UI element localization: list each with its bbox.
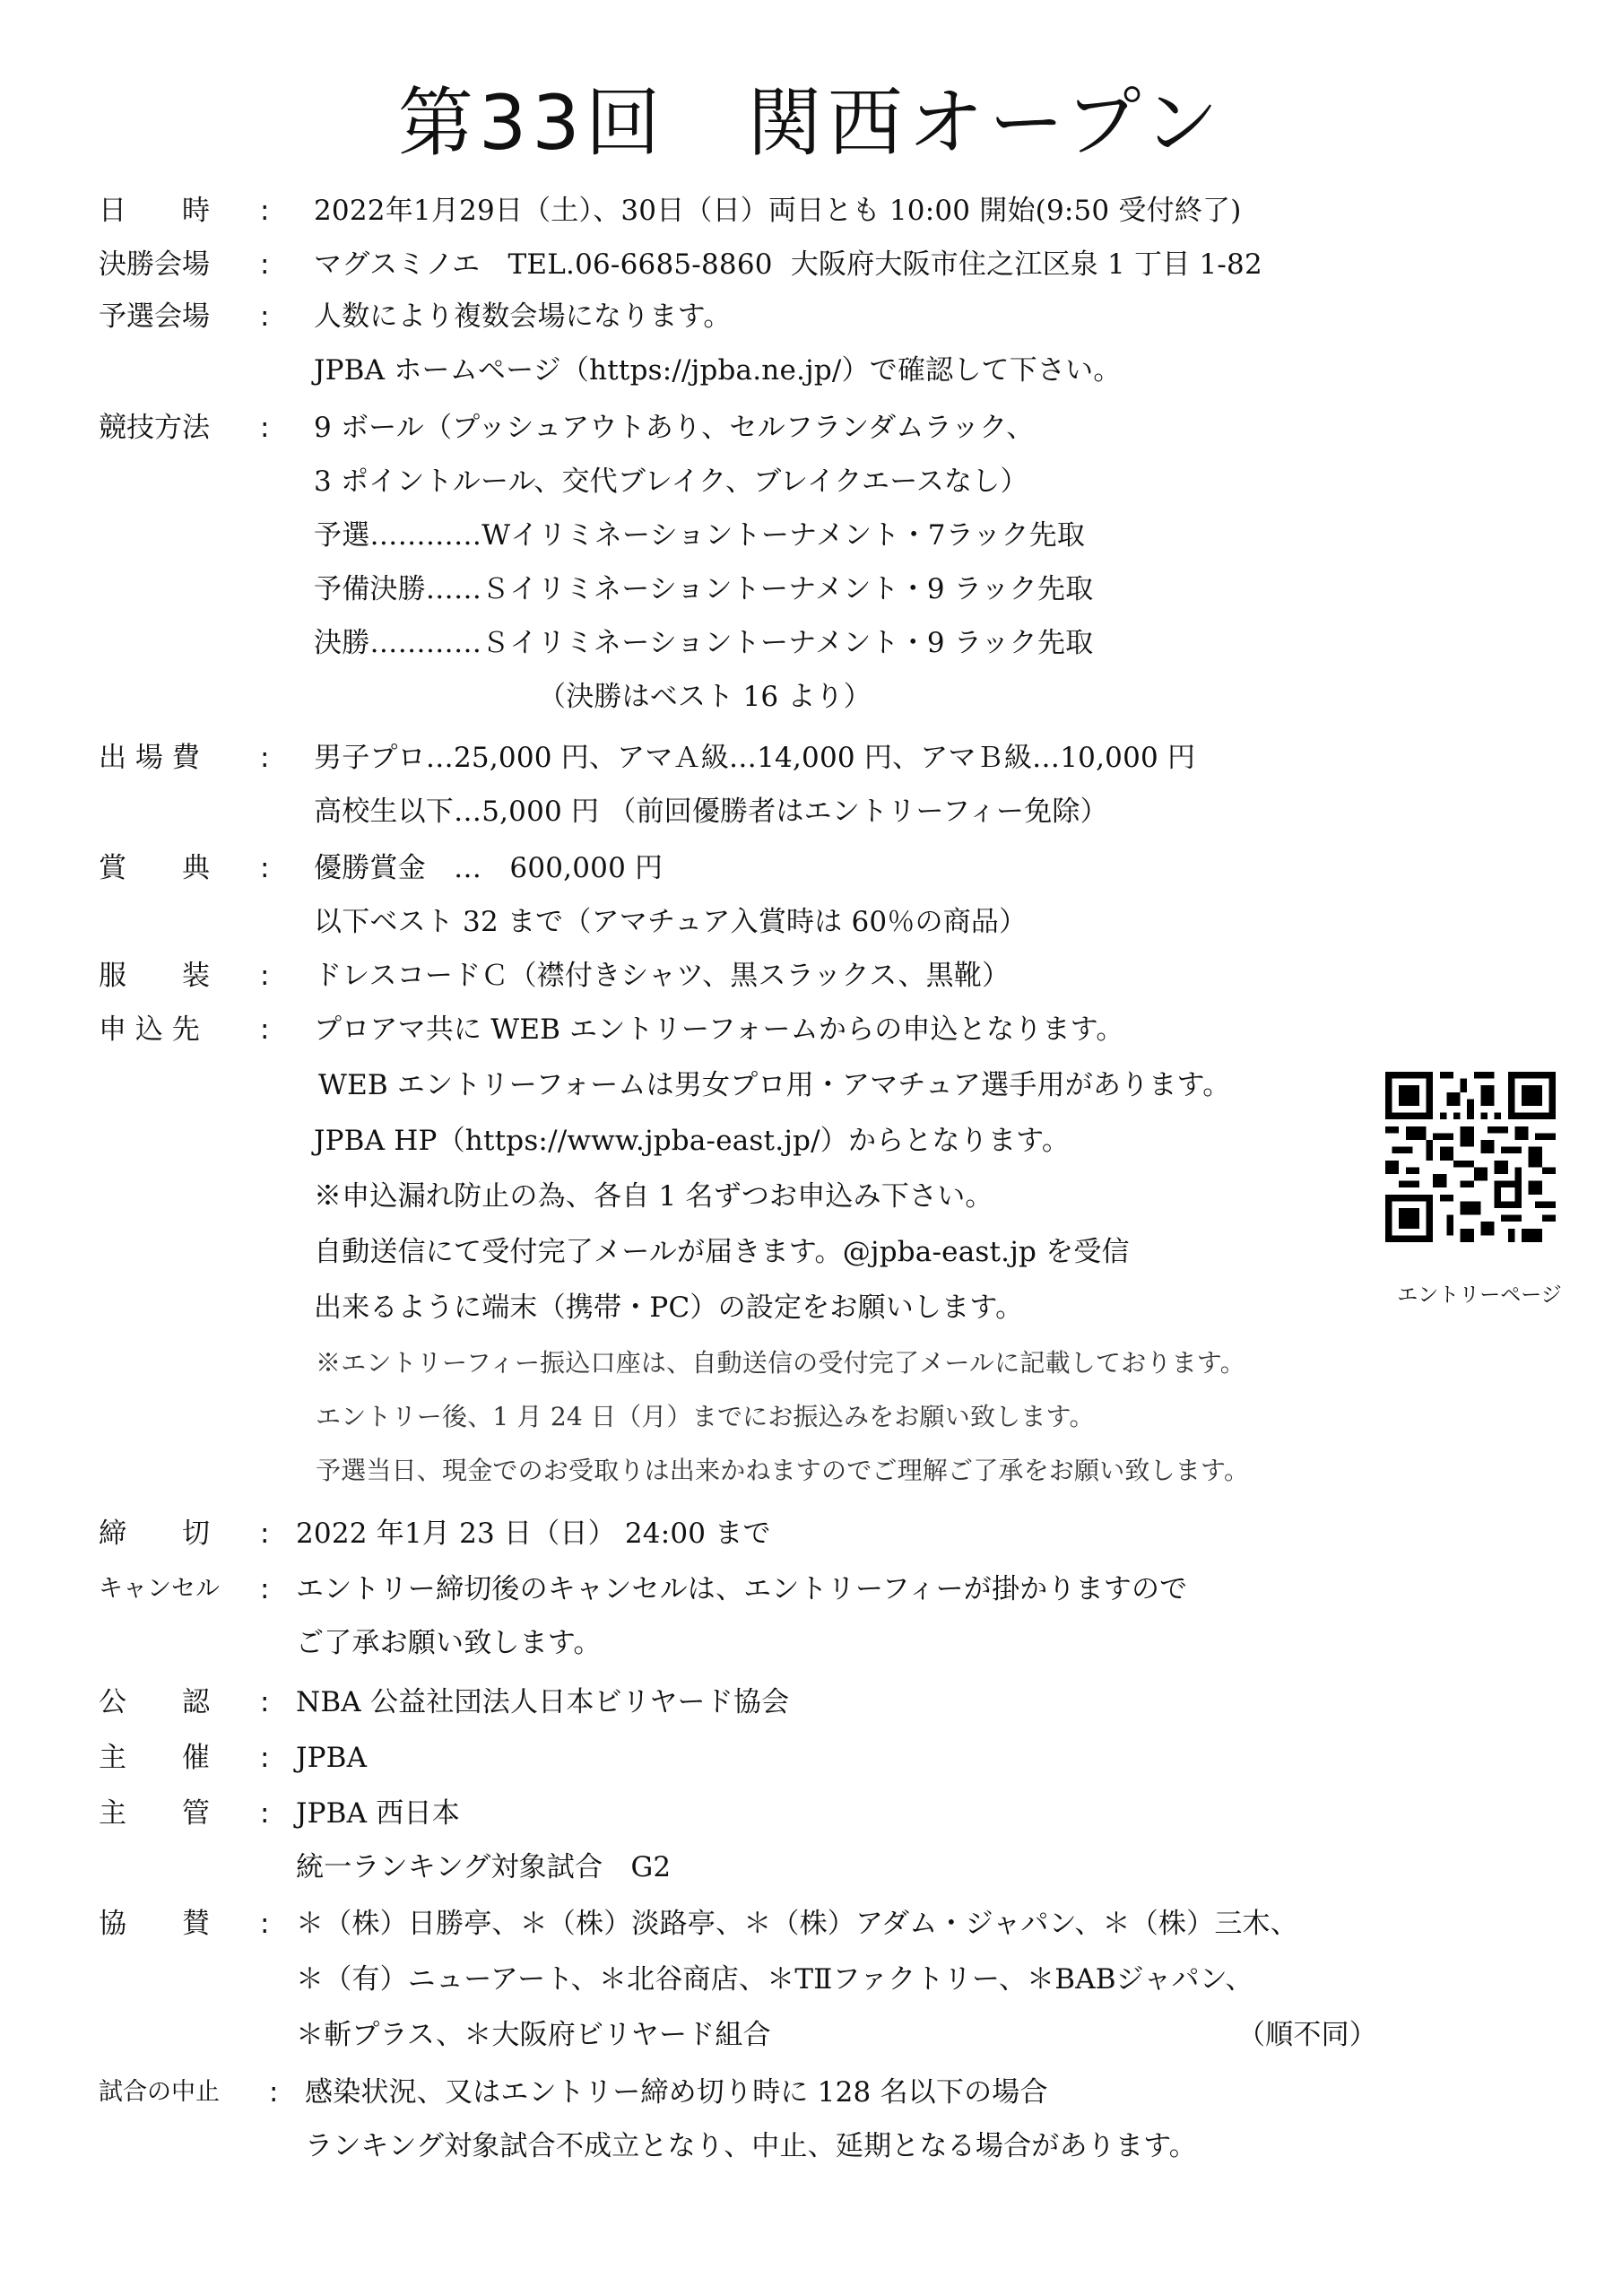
apply-text-2: WEB エントリーフォームは男女プロ用・アマチュア選手用があります。 [318,1069,1231,1101]
colon: : [260,300,270,333]
manage-text-1: JPBA 西日本 [296,1797,460,1830]
sponsor-text-1: ＊（株）日勝亭、＊（株）淡路亭、＊（株）アダム・ジャパン、＊（株）三木、 [296,1908,1298,1940]
qr-caption: エントリーページ [1397,1283,1562,1307]
approval-text: NBA 公益社団法人日本ビリヤード協会 [296,1686,790,1718]
qr-code-icon[interactable] [1385,1072,1556,1242]
prize-text-1: 優勝賞金 … 600,000 円 [314,852,664,884]
cancel-text-1: エントリー締切後のキャンセルは、エントリーフィーが掛かりますので [296,1573,1188,1605]
fee-text-2: 高校生以下…5,000 円 （前回優勝者はエントリーフィー免除） [314,796,1108,828]
colon: : [260,1518,270,1550]
apply-text-4: ※申込漏れ防止の為、各自 1 名ずつお申込み下さい。 [314,1180,993,1213]
label-method: 競技方法 [99,412,210,444]
colon: : [260,1797,270,1830]
colon: : [260,1573,270,1605]
method-text-6: （決勝はベスト 16 より） [538,681,872,713]
cancel-text-2: ご了承お願い致します。 [296,1627,602,1659]
method-text-1: 9 ボール（プッシュアウトあり、セルフランダムラック、 [314,412,1035,444]
method-text-5: 決勝…………Ｓイリミネーショントーナメント・9 ラック先取 [314,627,1094,659]
label-apply: 申 込 先 [99,1013,200,1046]
label-prize: 賞 典 [99,852,210,884]
colon: : [260,1686,270,1718]
apply-text-1: プロアマ共に WEB エントリーフォームからの申込となります。 [314,1013,1124,1046]
label-fee: 出 場 費 [99,742,200,774]
entry-note-1: ※エントリーフィー振込口座は、自動送信の受付完了メールに記載しております。 [316,1348,1245,1378]
label-deadline: 締 切 [99,1518,210,1550]
colon: : [260,852,270,884]
colon: : [260,1013,270,1046]
suspend-text-2: ランキング対象試合不成立となり、中止、延期となる場合があります。 [305,2130,1197,2162]
colon: : [260,195,270,227]
label-approval: 公 認 [99,1686,210,1718]
sponsor-order-note: （順不同） [1237,2019,1377,2051]
label-sponsor: 協 賛 [99,1908,210,1940]
label-host: 主 催 [99,1742,210,1774]
colon: : [260,960,270,992]
label-manage: 主 管 [99,1797,210,1830]
colon: : [260,742,270,774]
colon: : [269,2076,279,2109]
label-cancel: キャンセル [99,1575,220,1603]
prelim-venue-text-1: 人数により複数会場になります。 [314,300,732,333]
manage-text-2: 統一ランキング対象試合 G2 [296,1851,672,1883]
entry-note-2: エントリー後、1 月 24 日（月）までにお振込みをお願い致します。 [316,1402,1095,1431]
label-final-venue: 決勝会場 [99,248,210,281]
final-venue-text: マグスミノエ TEL.06-6685-8860 大阪府大阪市住之江区泉 1 丁目 1-82 [314,248,1262,281]
dress-text: ドレスコードＣ（襟付きシャツ、黒スラックス、黒靴） [314,960,1010,992]
colon: : [260,1742,270,1774]
method-text-3: 予選…………Wイリミネーショントーナメント・7ラック先取 [314,519,1086,552]
method-text-4: 予備決勝……Ｓイリミネーショントーナメント・9 ラック先取 [314,573,1094,605]
colon: : [260,412,270,444]
suspend-text-1: 感染状況、又はエントリー締め切り時に 128 名以下の場合 [305,2076,1048,2109]
label-prelim-venue: 予選会場 [99,300,210,333]
sponsor-text-2: ＊（有）ニューアート、＊北谷商店、＊TⅡファクトリー、＊BABジャパン、 [296,1963,1253,1996]
page-title: 第33回 関西オープン [397,79,1225,167]
label-datetime: 日 時 [99,195,210,227]
sponsor-text-3: ＊斬プラス、＊大阪府ビリヤード組合 [296,2019,771,2051]
apply-text-5: 自動送信にて受付完了メールが届きます。@jpba-east.jp を受信 [314,1236,1130,1268]
label-suspend: 試合の中止 [99,2078,220,2106]
deadline-text: 2022 年1月 23 日（日） 24:00 まで [296,1518,771,1550]
fee-text-1: 男子プロ…25,000 円、アマＡ級…14,000 円、アマＢ級…10,000 円 [314,742,1196,774]
prelim-venue-text-2: JPBA ホームページ（https://jpba.ne.jp/）で確認して下さい。 [314,354,1122,387]
apply-text-6: 出来るように端末（携帯・PC）の設定をお願いします。 [314,1292,1024,1324]
entry-note-3: 予選当日、現金でのお受取りは出来かねますのでご理解ご了承をお願い致します。 [316,1456,1250,1485]
prize-text-2: 以下ベスト 32 まで（アマチュア入賞時は 60％の商品） [314,906,1028,938]
method-text-2: 3 ポイントルール、交代ブレイク、ブレイクエースなし） [314,465,1028,498]
host-text: JPBA [296,1742,368,1774]
label-dress: 服 装 [99,960,210,992]
colon: : [260,248,270,281]
apply-text-3: JPBA HP（https://www.jpba-east.jp/）からとなります。 [314,1125,1071,1157]
colon: : [260,1908,270,1940]
datetime-text: 2022年1月29日（土）、30日（日）両日とも 10:00 開始(9:50 受付終了) [314,195,1242,227]
